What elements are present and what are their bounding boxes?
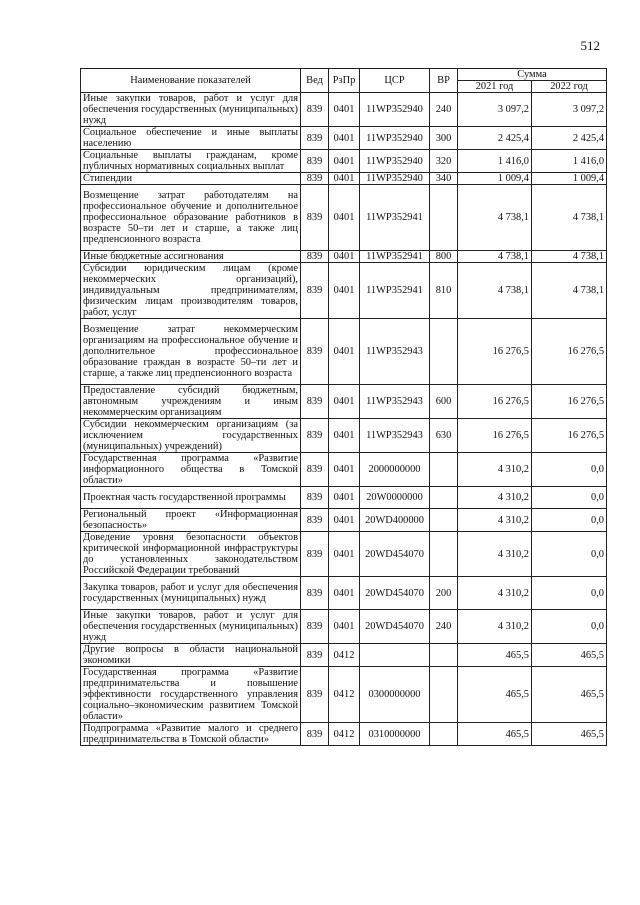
header-vr: ВР xyxy=(430,69,458,93)
row-vr: 200 xyxy=(430,577,458,610)
page-number: 512 xyxy=(580,38,600,53)
table-row xyxy=(81,385,607,419)
row-rzpr: 0401 xyxy=(329,577,360,610)
row-ved: 839 xyxy=(301,723,329,746)
row-sum-2022: 4 738,1 xyxy=(532,251,607,263)
row-ved: 839 xyxy=(301,251,329,263)
row-rzpr: 0412 xyxy=(329,667,360,723)
row-name: Иные бюджетные ассигнования xyxy=(81,251,301,263)
row-name: Закупка товаров, работ и услуг для обеспечения государственных (муниципальных) нужд xyxy=(81,577,301,610)
row-sum-2021: 4 310,2 xyxy=(458,577,532,610)
row-sum-2022: 4 738,1 xyxy=(532,263,607,319)
budget-table xyxy=(80,68,607,746)
row-sum-2022: 0,0 xyxy=(532,610,607,644)
row-ved: 839 xyxy=(301,185,329,251)
row-sum-2022: 465,5 xyxy=(532,723,607,746)
table-row xyxy=(81,509,607,532)
row-sum-2021: 4 738,1 xyxy=(458,263,532,319)
table-row xyxy=(81,263,607,319)
row-rzpr: 0401 xyxy=(329,509,360,532)
row-rzpr: 0401 xyxy=(329,150,360,173)
row-ved: 839 xyxy=(301,419,329,453)
row-csr: 0310000000 xyxy=(360,723,430,746)
row-rzpr: 0401 xyxy=(329,487,360,509)
row-ved: 839 xyxy=(301,667,329,723)
row-sum-2022: 2 425,4 xyxy=(532,127,607,150)
row-csr: 20WD454070 xyxy=(360,532,430,577)
row-vr xyxy=(430,453,458,487)
row-rzpr: 0401 xyxy=(329,263,360,319)
row-name: Доведение уровня безопасности объектов критической информационной инфраструктуры до установленных законодательством Российской Федерации требований xyxy=(81,532,301,577)
row-ved: 839 xyxy=(301,319,329,385)
table-row xyxy=(81,150,607,173)
table-row xyxy=(81,185,607,251)
row-csr xyxy=(360,644,430,667)
row-sum-2021: 465,5 xyxy=(458,644,532,667)
row-sum-2022: 1 009,4 xyxy=(532,173,607,185)
row-vr: 630 xyxy=(430,419,458,453)
row-ved: 839 xyxy=(301,577,329,610)
row-sum-2021: 1 416,0 xyxy=(458,150,532,173)
row-vr xyxy=(430,509,458,532)
row-ved: 839 xyxy=(301,150,329,173)
row-sum-2021: 2 425,4 xyxy=(458,127,532,150)
row-csr: 11WP352941 xyxy=(360,185,430,251)
row-name: Возмещение затрат некоммерческим организациям на профессиональное обучение и дополнительное профессиональное образование граждан в возрасте 50–ти лет и старше, а также лиц предпенсионного возраста xyxy=(81,319,301,385)
header-csr: ЦСР xyxy=(360,69,430,93)
table-row xyxy=(81,610,607,644)
row-vr: 340 xyxy=(430,173,458,185)
row-sum-2021: 3 097,2 xyxy=(458,93,532,127)
row-csr: 11WP352941 xyxy=(360,251,430,263)
table-body xyxy=(81,93,607,746)
row-name: Подпрограмма «Развитие малого и среднего предпринимательства в Томской области» xyxy=(81,723,301,746)
row-ved: 839 xyxy=(301,453,329,487)
table-row xyxy=(81,319,607,385)
row-name: Социальное обеспечение и иные выплаты населению xyxy=(81,127,301,150)
row-name: Государственная программа «Развитие предпринимательства и повышение эффективности государственного управления социально–экономическим развитием Томской области» xyxy=(81,667,301,723)
table-row xyxy=(81,127,607,150)
row-ved: 839 xyxy=(301,173,329,185)
row-csr: 2000000000 xyxy=(360,453,430,487)
row-vr xyxy=(430,185,458,251)
row-name: Субсидии юридическим лицам (кроме некоммерческих организаций), индивидуальным предпринимателям, физическим лицам производителям товаров, работ, услуг xyxy=(81,263,301,319)
row-sum-2022: 16 276,5 xyxy=(532,419,607,453)
row-sum-2021: 465,5 xyxy=(458,667,532,723)
table-row xyxy=(81,644,607,667)
header-ved: Вед xyxy=(301,69,329,93)
row-csr: 20WD454070 xyxy=(360,577,430,610)
row-ved: 839 xyxy=(301,385,329,419)
row-sum-2022: 465,5 xyxy=(532,644,607,667)
row-csr: 11WP352943 xyxy=(360,419,430,453)
row-csr: 11WP352943 xyxy=(360,319,430,385)
row-name: Возмещение затрат работодателям на профессиональное обучение и дополнительное профессиональное образование работников в возрасте 50–ти лет и старше, а также лиц предпенсионного возраста xyxy=(81,185,301,251)
row-rzpr: 0401 xyxy=(329,173,360,185)
row-vr: 800 xyxy=(430,251,458,263)
row-name: Субсидии некоммерческим организациям (за исключением государственных (муниципальных) учреждений) xyxy=(81,419,301,453)
row-sum-2022: 1 416,0 xyxy=(532,150,607,173)
row-vr: 300 xyxy=(430,127,458,150)
row-name: Предоставление субсидий бюджетным, автономным учреждениям и иным некоммерческим организациям xyxy=(81,385,301,419)
row-sum-2022: 465,5 xyxy=(532,667,607,723)
row-sum-2022: 4 738,1 xyxy=(532,185,607,251)
row-sum-2021: 16 276,5 xyxy=(458,319,532,385)
row-csr: 20W0000000 xyxy=(360,487,430,509)
table-row xyxy=(81,723,607,746)
row-sum-2022: 0,0 xyxy=(532,487,607,509)
row-name: Стипендии xyxy=(81,173,301,185)
row-csr: 11WP352941 xyxy=(360,263,430,319)
row-sum-2022: 16 276,5 xyxy=(532,319,607,385)
row-name: Другие вопросы в области национальной экономики xyxy=(81,644,301,667)
row-sum-2021: 4 310,2 xyxy=(458,509,532,532)
row-sum-2022: 0,0 xyxy=(532,532,607,577)
row-rzpr: 0401 xyxy=(329,185,360,251)
header-sum: Сумма xyxy=(458,69,607,81)
row-csr: 0300000000 xyxy=(360,667,430,723)
row-sum-2021: 4 310,2 xyxy=(458,610,532,644)
row-csr: 11WP352940 xyxy=(360,93,430,127)
table-row xyxy=(81,532,607,577)
row-sum-2021: 4 310,2 xyxy=(458,487,532,509)
table-row xyxy=(81,453,607,487)
row-vr xyxy=(430,532,458,577)
row-sum-2021: 4 310,2 xyxy=(458,453,532,487)
row-sum-2021: 16 276,5 xyxy=(458,419,532,453)
table-row xyxy=(81,487,607,509)
row-ved: 839 xyxy=(301,610,329,644)
row-vr xyxy=(430,319,458,385)
row-sum-2022: 0,0 xyxy=(532,453,607,487)
row-rzpr: 0401 xyxy=(329,93,360,127)
row-rzpr: 0401 xyxy=(329,127,360,150)
header-year-2022: 2022 год xyxy=(532,81,607,93)
row-name: Государственная программа «Развитие информационного общества в Томской области» xyxy=(81,453,301,487)
row-rzpr: 0412 xyxy=(329,723,360,746)
row-sum-2022: 16 276,5 xyxy=(532,385,607,419)
row-sum-2021: 1 009,4 xyxy=(458,173,532,185)
row-name: Региональный проект «Информационная безопасность» xyxy=(81,509,301,532)
row-ved: 839 xyxy=(301,509,329,532)
row-ved: 839 xyxy=(301,93,329,127)
row-sum-2021: 4 310,2 xyxy=(458,532,532,577)
row-ved: 839 xyxy=(301,532,329,577)
row-sum-2022: 0,0 xyxy=(532,577,607,610)
row-rzpr: 0412 xyxy=(329,644,360,667)
row-vr: 240 xyxy=(430,610,458,644)
row-csr: 20WD400000 xyxy=(360,509,430,532)
row-ved: 839 xyxy=(301,127,329,150)
table-row xyxy=(81,419,607,453)
header-name: Наименование показателей xyxy=(81,69,301,93)
row-name: Иные закупки товаров, работ и услуг для обеспечения государственных (муниципальных) нужд xyxy=(81,93,301,127)
table-row xyxy=(81,577,607,610)
row-rzpr: 0401 xyxy=(329,419,360,453)
row-vr: 810 xyxy=(430,263,458,319)
row-sum-2021: 4 738,1 xyxy=(458,185,532,251)
row-sum-2021: 16 276,5 xyxy=(458,385,532,419)
row-csr: 11WP352940 xyxy=(360,173,430,185)
row-vr: 320 xyxy=(430,150,458,173)
row-name: Социальные выплаты гражданам, кроме публичных нормативных социальных выплат xyxy=(81,150,301,173)
table-row xyxy=(81,173,607,185)
table-header xyxy=(81,69,607,93)
row-rzpr: 0401 xyxy=(329,319,360,385)
row-csr: 20WD454070 xyxy=(360,610,430,644)
row-rzpr: 0401 xyxy=(329,453,360,487)
row-vr: 240 xyxy=(430,93,458,127)
row-ved: 839 xyxy=(301,263,329,319)
row-csr: 11WP352940 xyxy=(360,150,430,173)
row-ved: 839 xyxy=(301,644,329,667)
row-sum-2022: 3 097,2 xyxy=(532,93,607,127)
row-vr xyxy=(430,487,458,509)
row-rzpr: 0401 xyxy=(329,385,360,419)
row-rzpr: 0401 xyxy=(329,251,360,263)
row-vr: 600 xyxy=(430,385,458,419)
row-sum-2022: 0,0 xyxy=(532,509,607,532)
row-rzpr: 0401 xyxy=(329,532,360,577)
table-row xyxy=(81,251,607,263)
row-name: Проектная часть государственной программы xyxy=(81,487,301,509)
row-csr: 11WP352940 xyxy=(360,127,430,150)
row-rzpr: 0401 xyxy=(329,610,360,644)
row-vr xyxy=(430,644,458,667)
table-row xyxy=(81,667,607,723)
row-sum-2021: 4 738,1 xyxy=(458,251,532,263)
row-sum-2021: 465,5 xyxy=(458,723,532,746)
header-year-2021: 2021 год xyxy=(458,81,532,93)
row-vr xyxy=(430,667,458,723)
header-rzpr: РзПр xyxy=(329,69,360,93)
table-row xyxy=(81,93,607,127)
row-csr: 11WP352943 xyxy=(360,385,430,419)
row-vr xyxy=(430,723,458,746)
row-name: Иные закупки товаров, работ и услуг для обеспечения государственных (муниципальных) нужд xyxy=(81,610,301,644)
row-ved: 839 xyxy=(301,487,329,509)
